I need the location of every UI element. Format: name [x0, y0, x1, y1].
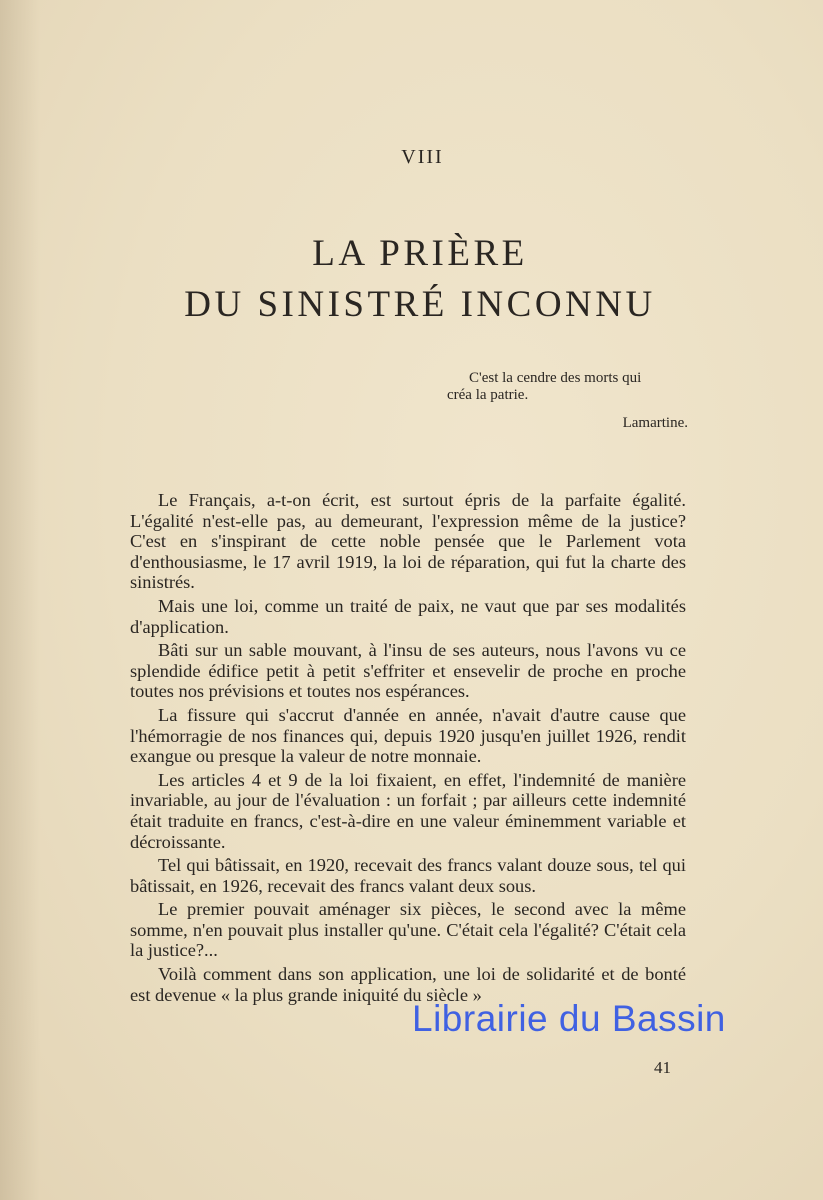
chapter-title-line-2: DU SINISTRÉ INCONNU	[184, 284, 656, 325]
epigraph-line-2: créa la patrie.	[447, 387, 529, 403]
epigraph-line-1: C'est la cendre des morts qui	[469, 370, 642, 386]
paragraph-6: Tel qui bâtissait, en 1920, recevait des francs valant douze sous, tel qui bâtissait, en 1926, recevait des francs valant deux sous.	[130, 855, 686, 896]
chapter-title-line-1: LA PRIÈRE	[312, 233, 528, 274]
page-number: 41	[654, 1058, 671, 1077]
paragraph-2: Mais une loi, comme un traité de paix, ne vaut que par ses modalités d'application.	[130, 595, 686, 637]
paragraph-3: Bâti sur un sable mouvant, à l'insu de ses auteurs, nous l'avons vu ce splendide édifice petit à petit s'effriter et ensevelir de proche en proche toutes nos prévisions et toutes nos espérances.	[130, 640, 686, 702]
paragraph-1: Le Français, a-t-on écrit, est surtout épris de la parfaite égalité. L'égalité n'est-elle pas, au demeurant, l'expression même de la justice? C'est en s'inspirant de cette noble pensée que le Parlement vota d'enthousiasme, le 17 avril 1919, la loi de réparation, qui fut la charte des sinistrés.	[130, 490, 686, 593]
paragraph-5: Les articles 4 et 9 de la loi fixaient, en effet, l'indemnité de manière invariable, au jour de l'évaluation : un forfait ; par ailleurs cette indemnité était traduite en francs, c'est-à-dire en une valeur éminemment variable et décroissante.	[130, 769, 686, 852]
paragraph-8: Voilà comment dans son application, une loi de solidarité et de bonté est devenue « la plus grande iniquité du siècle »	[130, 964, 686, 1005]
epigraph	[447, 370, 697, 404]
watermark-text: Librairie du Bassin	[412, 998, 726, 1039]
paragraph-7: Le premier pouvait aménager six pièces, le second avec la même somme, n'en pouvait plus installer qu'une. C'était cela l'égalité? C'était cela la justice?...	[130, 899, 686, 961]
body-text	[130, 490, 686, 1008]
paragraph-4: La fissure qui s'accrut d'année en année, n'avait d'autre cause que l'hémorragie de nos finances qui, depuis 1920 jusqu'en juillet 1926, rendit exangue ou presque la valeur de notre monnaie.	[130, 704, 686, 767]
epigraph-author: Lamartine.	[622, 415, 688, 431]
chapter-number: VIII	[401, 146, 444, 168]
